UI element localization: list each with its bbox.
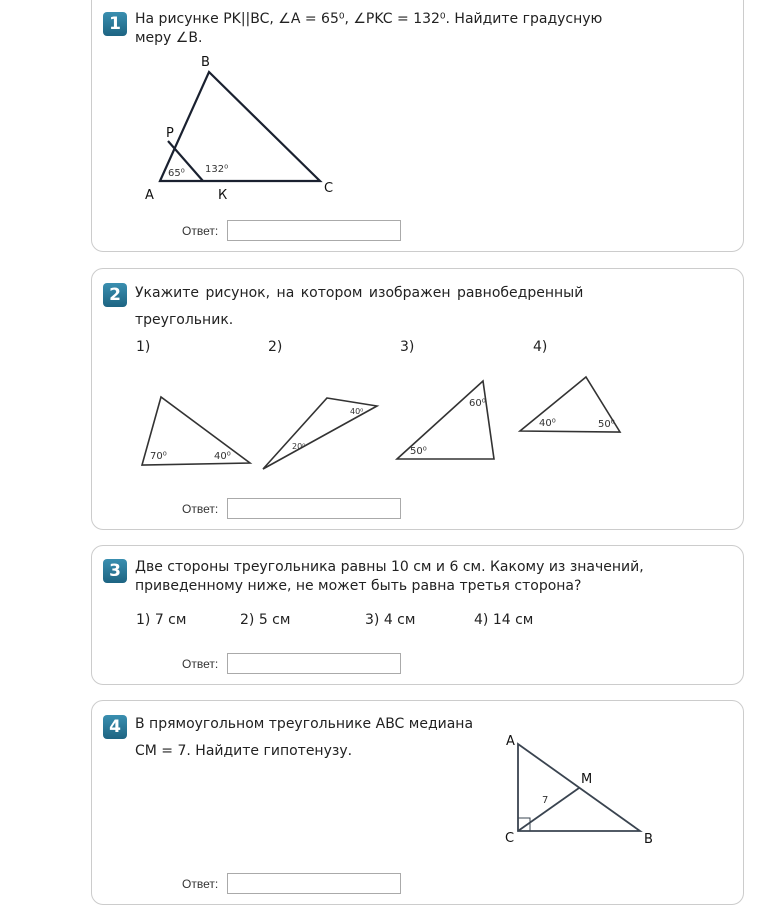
option-label: 1) 7 см (136, 612, 187, 628)
task-number-badge: 4 (103, 715, 127, 739)
vertex-label-a: A (145, 188, 154, 203)
answer-label: Ответ: (182, 502, 219, 516)
task-text: Две стороны треугольника равны 10 см и 6 см. Какому из значений, (135, 559, 644, 575)
vertex-label-c: C (505, 831, 515, 846)
task-number-badge: 2 (103, 283, 127, 307)
vertex-label-k: К (218, 188, 228, 203)
vertex-label-a: A (506, 734, 515, 749)
vertex-label-c: C (324, 181, 334, 196)
task-text: приведенному ниже, не может быть равна третья сторона? (135, 578, 582, 594)
vertex-label-b: B (644, 832, 653, 847)
angle-label: 50⁰ (598, 419, 615, 430)
answer-label: Ответ: (182, 657, 219, 671)
option-label: 4) 14 см (474, 612, 534, 628)
angle-label: 70⁰ (150, 451, 167, 462)
answer-input-3[interactable] (227, 653, 401, 674)
angle-label: 60⁰ (469, 398, 486, 409)
answer-input-1[interactable] (227, 220, 401, 241)
angle-label: 40⁰ (350, 407, 364, 416)
vertex-label-b: B (201, 55, 210, 70)
answer-label: Ответ: (182, 877, 219, 891)
angle-label: 20⁰ (292, 442, 306, 451)
answer-input-4[interactable] (227, 873, 401, 894)
task-card-2 (91, 268, 744, 530)
angle-label-a: 65⁰ (168, 168, 185, 179)
option-label: 1) (136, 339, 151, 355)
option-label: 2) 5 см (240, 612, 291, 628)
angle-label-pkc: 132⁰ (205, 164, 229, 175)
vertex-label-m: M (581, 772, 593, 787)
angle-label: 50⁰ (410, 446, 427, 457)
task-text: меру ∠B. (135, 30, 203, 46)
median-length-label: 7 (542, 795, 549, 806)
task-text: CM = 7. Найдите гипотенузу. (135, 743, 353, 759)
option-label: 2) (268, 339, 283, 355)
vertex-label-p: P (166, 126, 174, 141)
option-label: 4) (533, 339, 548, 355)
task-text: На рисунке PK||BC, ∠A = 65⁰, ∠PKC = 132⁰. Найдите градусную (135, 11, 603, 27)
angle-label: 40⁰ (539, 418, 556, 429)
task-number-badge: 3 (103, 559, 127, 583)
task-text: В прямоугольном треугольнике ABC медиана (135, 716, 474, 732)
task-text: треугольник. (135, 312, 234, 328)
task-number-badge: 1 (103, 12, 127, 36)
task-text: Укажите рисунок, на котором изображен равнобедренный (135, 285, 584, 301)
answer-input-2[interactable] (227, 498, 401, 519)
answer-label: Ответ: (182, 224, 219, 238)
option-label: 3) 4 см (365, 612, 416, 628)
angle-label: 40⁰ (214, 451, 231, 462)
option-label: 3) (400, 339, 415, 355)
